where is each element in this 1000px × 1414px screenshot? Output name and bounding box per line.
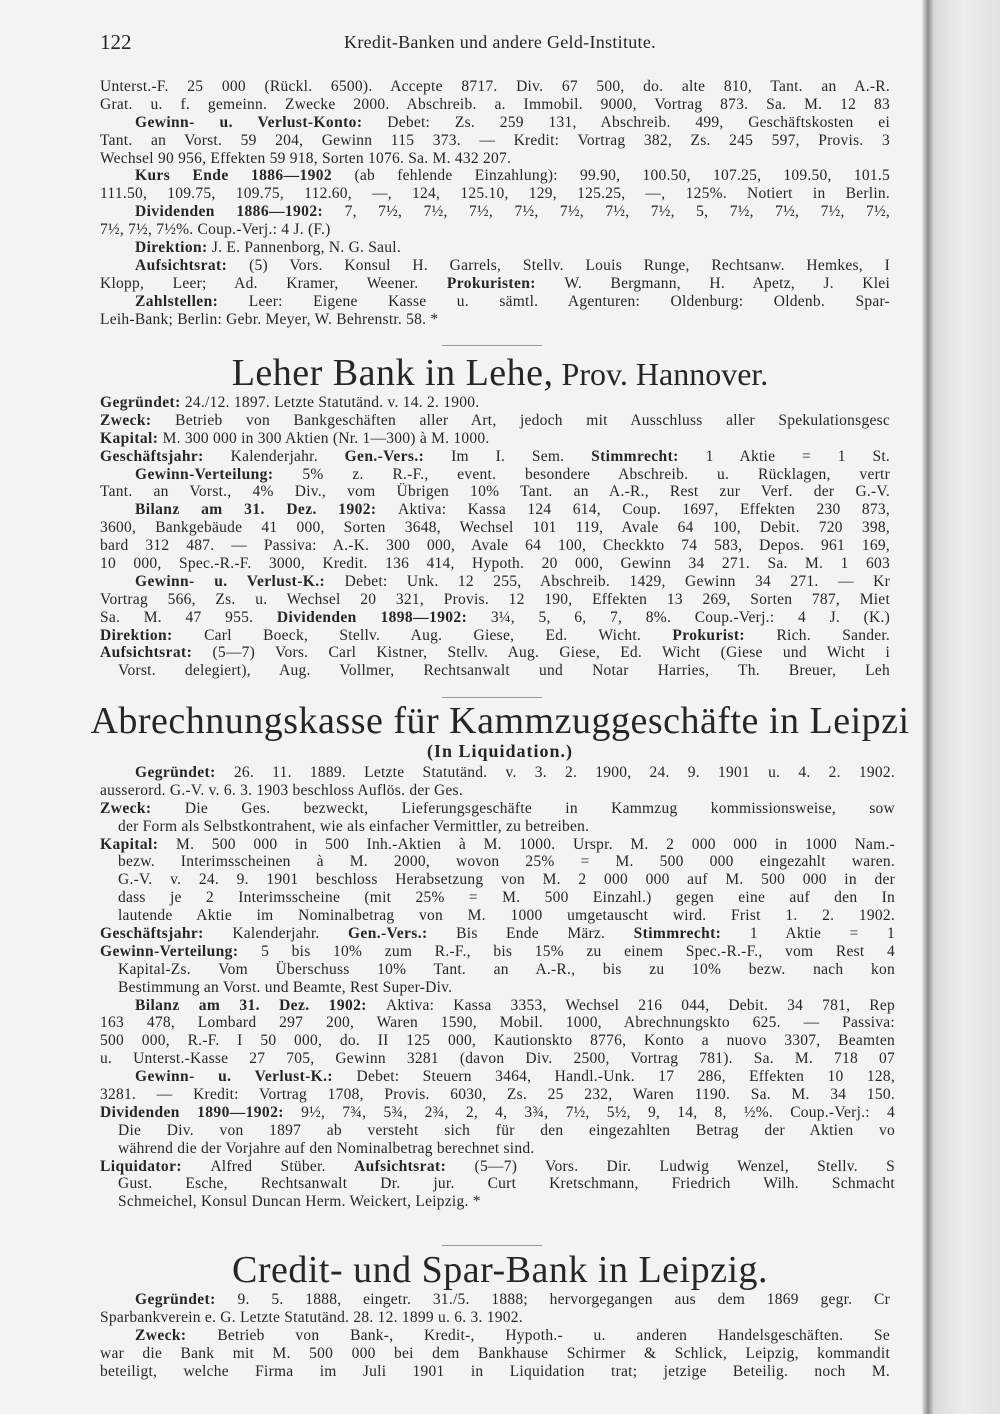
field-text: 26. 11. 1889. Letzte Statutänd. v. 3. 2. 1900, 24. 9. 1901 u. 4. 2. 1902. (233, 764, 895, 781)
text-line (100, 501, 890, 519)
entry-credit-spar-bank (100, 1291, 890, 1380)
text-line (100, 644, 890, 662)
section-divider (442, 697, 542, 698)
field-text: (5—7) Vors. Dir. Ludwig Wenzel, Stellv. S (474, 1157, 895, 1175)
field-label: Prokuristen: (446, 274, 565, 292)
field-text: dass je 2 Interimsscheine (mit 25% = M. 500 Einzahl.) gegen eine auf den In (118, 889, 895, 907)
field-text: 5% z. R.-F., event. besondere Abschreib. u. Rücklagen, vertr (302, 465, 890, 483)
field-label: Stimmrecht: (591, 447, 706, 465)
text-line (100, 764, 895, 782)
field-text: 1 Aktie = 1 (749, 925, 895, 943)
field-text: Sparbankverein e. G. Letzte Statutänd. 28. 12. 1899 u. 6. 3. 1902. (100, 1308, 523, 1326)
text-line (100, 466, 890, 484)
field-label: Gen.-Vers.: (347, 925, 457, 943)
text-line (100, 394, 890, 412)
field-label: Gewinn- u. Verlust-K.: (135, 1068, 357, 1086)
text-line (100, 1086, 895, 1104)
field-text: Im I. Sem. (451, 447, 592, 465)
field-text: der Form als Selbstkontrahent, wie als einfacher Vermittler, zu betreiben. (118, 817, 590, 835)
field-text: lautende Aktie im Nominalbetrag von M. 1000 umgetauscht wird. Frist 1. 2. 1902. (118, 907, 895, 925)
text-line (100, 1158, 895, 1176)
text-line (100, 889, 895, 907)
field-text: während die der Vorjahre auf den Nominalbetrag berechnet sind. (118, 1139, 535, 1157)
field-text: Betrieb von Bank-, Kredit-, Hypoth.- u. anderen Handelsgeschäften. Se (217, 1326, 890, 1344)
field-text: Kalenderjahr. (232, 925, 348, 943)
text-line (100, 537, 890, 555)
text-line (100, 1363, 890, 1381)
text-line (100, 1122, 895, 1140)
field-text: beteiligt, welche Firma im Juli 1901 in Liquidation trat; jetzige Beteilig. noch M. (100, 1362, 890, 1380)
field-label: Zweck: (135, 1326, 218, 1344)
field-text: 3281. — Kredit: Vortrag 1708, Provis. 6030, Zs. 25 232, Waren 1190. Sa. M. 34 150. (100, 1086, 895, 1104)
text-line (100, 150, 890, 168)
title-main: Leher Bank in Lehe, (231, 352, 554, 394)
field-text: 9. 5. 1888, eingetr. 31./5. 1888; hervorgegangen aus dem 1869 gegr. Cr (237, 1291, 890, 1308)
field-label: Bilanz am 31. Dez. 1902: (135, 501, 399, 519)
field-text: 163 478, Lombard 297 200, Waren 1590, Mobil. 1000, Abrechnungskto 625. — Passiva: (100, 1014, 895, 1032)
text-line (100, 203, 890, 221)
field-text: 7, 7½, 7½, 7½, 7½, 7½, 7½, 7½, 5, 7½, 7½, 7½, 7½, (344, 203, 890, 221)
title-main: Credit- und Spar-Bank in Leipzig. (231, 1249, 768, 1291)
text-line (100, 782, 895, 800)
field-text: u. Unterst.-Kasse 27 705, Gewinn 3281 (davon Div. 2500, Vortrag 781). Sa. M. 718 07 (100, 1050, 895, 1068)
field-label: Geschäftsjahr: (100, 925, 233, 943)
field-label: Gewinn-Verteilung: (100, 942, 262, 960)
field-text: 500 000, R.-F. I 50 000, do. II 125 000, Kautionskto 8776, Konto a nuovo 3307, Beamten (100, 1032, 895, 1050)
text-line (100, 818, 895, 836)
field-text: J. E. Pannenborg, N. G. Saul. (211, 239, 401, 257)
text-line (100, 448, 890, 466)
field-text: Die Ges. bezweckt, Lieferungsgeschäfte in Kammzug kommissionsweise, sow (184, 799, 895, 817)
field-text: 111.50, 109.75, 109.75, 112.60, —, 124, 125.10, 129, 125.25, —, 125%. Notiert in Berlin. (100, 185, 890, 203)
field-text: Aktiva: Kassa 3353, Wechsel 216 044, Debit. 34 781, Rep (385, 996, 895, 1014)
text-line (100, 1291, 890, 1309)
text-line (100, 1327, 890, 1345)
text-line (100, 627, 890, 645)
field-text: Gust. Esche, Rechtsanwalt Dr. jur. Curt Kretschmann, Friedrich Wilh. Schmacht (118, 1175, 895, 1193)
field-text: 9½, 7¾, 5¾, 2¾, 2, 4, 3¾, 7½, 5½, 9, 14, 8, ½%. Coup.-Verj.: 4 (301, 1103, 895, 1121)
field-label: Gegründet: (135, 764, 234, 781)
field-text: M. 500 000 in 500 Inh.-Aktien à M. 1000. Urspr. M. 2 000 000 in 1000 Nam.- (176, 835, 895, 853)
text-line (100, 871, 895, 889)
field-text: G.-V. v. 24. 9. 1901 beschloss Herabsetzung von M. 2 000 000 auf M. 500 000 in der (118, 871, 895, 889)
title-sub: Prov. Hannover. (553, 356, 769, 392)
field-label: Gewinn- u. Verlust-K.: (135, 572, 345, 590)
field-label: Gegründet: (135, 1291, 238, 1308)
field-text: Alfred Stüber. (210, 1157, 354, 1175)
text-line (100, 519, 890, 537)
field-label: Zweck: (100, 411, 176, 429)
text-line (100, 185, 890, 203)
text-line (100, 961, 895, 979)
field-label: Gewinn- u. Verlust-Konto: (135, 113, 388, 131)
field-text: Grat. u. f. gemeinn. Zwecke 2000. Abschreib. a. Immobil. 9000, Vortrag 873. Sa. M. 12 83 (100, 95, 890, 113)
field-label: Prokurist: (672, 626, 777, 644)
text-line (100, 1345, 890, 1363)
field-text: Debet: Steuern 3464, Handl.-Unk. 17 286, Effekten 10 128, (356, 1068, 895, 1086)
field-text: Rich. Sander. (776, 626, 890, 644)
text-line (100, 1193, 895, 1211)
field-text: war die Bank mit M. 500 000 bei dem Bankhause Schirmer & Schlick, Leipzig, kommandit (100, 1344, 890, 1362)
entry-title-abrechnungskasse (0, 702, 1000, 740)
text-line (100, 591, 890, 609)
field-text: 5 bis 10% zum R.-F., bis 15% zu einem Spec.-R.-F., vom Rest 4 (261, 942, 895, 960)
field-label: Aufsichtsrat: (135, 256, 250, 274)
field-text: Unterst.-F. 25 000 (Rückl. 6500). Accepte 8717. Div. 67 500, do. alte 810, Tant. an A.-R. (100, 78, 890, 95)
text-line (100, 430, 890, 448)
text-line (100, 1175, 895, 1193)
section-divider (442, 1245, 542, 1246)
field-text: Aktiva: Kassa 124 614, Coup. 1697, Effekten 230 873, (398, 501, 890, 519)
entry-continued (100, 78, 890, 328)
entry-title-leher-bank (0, 354, 1000, 392)
field-text: 10 000, Spec.-R.-F. 3000, Kredit. 136 414, Hypoth. 20 000, Gewinn 34 271. Sa. M. 1 603 (100, 555, 890, 573)
text-line (100, 573, 890, 591)
field-text: Tant. an Vorst. 59 204, Gewinn 115 373. — Kredit: Vortrag 382, Zs. 245 597, Provis. 3 (100, 131, 890, 149)
text-line (100, 96, 890, 114)
field-text: Die Div. von 1897 ab versteht sich für den eingezahlten Betrag der Aktien vo (118, 1121, 895, 1139)
field-text: Bis Ende März. (456, 925, 634, 943)
text-line (100, 1032, 895, 1050)
entry-leher-bank (100, 394, 890, 680)
text-line (100, 1050, 895, 1068)
text-line (100, 167, 890, 185)
field-text: Leih-Bank; Berlin: Gebr. Meyer, W. Behrenstr. 58. * (100, 310, 439, 328)
field-label: Direktion: (100, 626, 205, 644)
field-text: Debet: Unk. 12 255, Abschreib. 1429, Gewinn 34 271. — Kr (344, 572, 890, 590)
field-text: Carl Boeck, Stellv. Aug. Giese, Ed. Wicht. (204, 626, 673, 644)
field-text: (5) Vors. Konsul H. Garrels, Stellv. Louis Runge, Rechtsanw. Hemkes, I (249, 256, 890, 274)
text-line (100, 311, 890, 329)
field-text: 24./12. 1897. Letzte Statutänd. v. 14. 2. 1900. (184, 394, 480, 411)
field-label: Gen.-Vers.: (344, 447, 452, 465)
text-line (100, 925, 895, 943)
field-text: Kalenderjahr. (230, 447, 345, 465)
field-text: M. 300 000 in 300 Aktien (Nr. 1—300) à M. 1000. (162, 429, 490, 447)
text-line (100, 997, 895, 1015)
section-divider (442, 345, 542, 346)
field-text: Vortrag 566, Zs. u. Wechsel 20 321, Provis. 12 190, Effekten 13 269, Sorten 787, Miet (100, 590, 890, 608)
text-line (100, 1140, 895, 1158)
text-line (100, 114, 890, 132)
field-text: Wechsel 90 956, Effekten 59 918, Sorten 1076. Sa. M. 432 207. (100, 149, 512, 167)
text-line (100, 1068, 895, 1086)
field-label: Kurs Ende 1886—1902 (135, 167, 355, 185)
text-line (100, 979, 895, 997)
field-label: Dividenden 1886—1902: (135, 203, 345, 221)
field-text: 3600, Bankgebäude 41 000, Sorten 3648, Wechsel 101 119, Avale 64 100, Debit. 720 398, (100, 519, 890, 537)
page-number: 122 (100, 30, 132, 54)
field-text: (5—7) Vors. Carl Kistner, Stellv. Aug. Giese, Ed. Wicht (Giese und Wicht i (212, 644, 890, 662)
text-line (100, 221, 890, 239)
text-line (100, 132, 890, 150)
field-label: Liquidator: (100, 1157, 211, 1175)
field-text: Kapital-Zs. Vom Überschuss 10% Tant. an A.-R., bis zu 10% bezw. nach kon (118, 960, 895, 978)
field-text: Vorst. delegiert), Aug. Vollmer, Rechtsanwalt und Notar Harries, Th. Breuer, Leh (118, 662, 890, 680)
text-line (100, 609, 890, 627)
text-line (100, 1309, 890, 1327)
field-label: Zahlstellen: (135, 292, 249, 310)
field-text: Betrieb von Bankgeschäften aller Art, jedoch mit Ausschluss aller Spekulationsgesc (175, 411, 890, 429)
field-label: Gewinn-Verteilung: (135, 465, 303, 483)
field-label: Kapital: (100, 429, 163, 447)
text-line (100, 907, 895, 925)
title-main: Abrechnungskasse für Kammzuggeschäfte in Leipzi (90, 700, 910, 742)
text-line (100, 257, 890, 275)
field-label: Geschäftsjahr: (100, 447, 231, 465)
field-label: Stimmrecht: (633, 925, 750, 943)
field-text: Klopp, Leer; Ad. Kramer, Weener. (100, 274, 447, 292)
field-text: Tant. an Vorst., 4% Div., vom Übrigen 10% Tant. an A.-R., Rest zur Verf. der G.-V. (100, 483, 890, 501)
text-line (100, 662, 890, 680)
text-line (100, 943, 895, 961)
field-label: Aufsichtsrat: (100, 644, 213, 662)
field-label: Dividenden 1890—1902: (100, 1103, 302, 1121)
field-label: Bilanz am 31. Dez. 1902: (135, 996, 386, 1014)
field-text: bard 312 487. — Passiva: A.-K. 300 000, Avale 64 100, Checkkto 74 583, Depos. 961 169, (100, 537, 890, 555)
field-label: Dividenden 1898—1902: (276, 608, 491, 626)
field-text: 7½, 7½, 7½%. Coup.-Verj.: 4 J. (F.) (100, 221, 331, 239)
field-text: bezw. Interimsscheinen à M. 2000, wovon 25% = M. 500 000 eingezahlt waren. (118, 853, 895, 871)
text-line (100, 239, 890, 257)
entry-subtitle: (In Liquidation.) (426, 741, 574, 761)
entry-abrechnungskasse (100, 764, 895, 1211)
field-text: Debet: Zs. 259 131, Abschreib. 499, Geschäftskosten ei (387, 113, 890, 131)
field-label: Zweck: (100, 799, 185, 817)
text-line (100, 483, 890, 501)
field-label: Kapital: (100, 835, 177, 853)
field-label: Direktion: (135, 239, 212, 257)
field-text: ausserord. G.-V. v. 6. 3. 1903 beschloss Auflös. der Ges. (100, 781, 463, 799)
text-line (100, 555, 890, 573)
field-label: Gegründet: (100, 394, 185, 411)
text-line (100, 275, 890, 293)
field-text: Leer: Eigene Kasse u. sämtl. Agenturen: Oldenburg: Oldenb. Spar- (248, 292, 890, 310)
field-text: (ab fehlende Einzahlung): 99.90, 100.50, 107.25, 109.50, 101.5 (354, 167, 890, 185)
text-line (100, 78, 890, 96)
running-title: Kredit-Banken und andere Geld-Institute. (344, 32, 656, 52)
field-text: 3¼, 5, 6, 7, 8%. Coup.-Verj.: 4 J. (K.) (490, 608, 890, 626)
text-line (100, 293, 890, 311)
field-text: Schmeichel, Konsul Duncan Herm. Weickert, Leipzig. * (118, 1193, 481, 1211)
field-text: 1 Aktie = 1 St. (705, 447, 890, 465)
field-text: Sa. M. 47 955. (100, 608, 277, 626)
field-label: Aufsichtsrat: (353, 1157, 475, 1175)
text-line (100, 412, 890, 430)
text-line (100, 1104, 895, 1122)
text-line (100, 836, 895, 854)
text-line (100, 1014, 895, 1032)
field-text: W. Bergmann, H. Apetz, J. Klei (564, 274, 890, 292)
text-line (100, 853, 895, 871)
text-line (100, 800, 895, 818)
field-text: Bestimmung an Vorst. und Beamte, Rest Super-Div. (118, 978, 453, 996)
entry-title-credit-spar-bank (0, 1251, 1000, 1289)
